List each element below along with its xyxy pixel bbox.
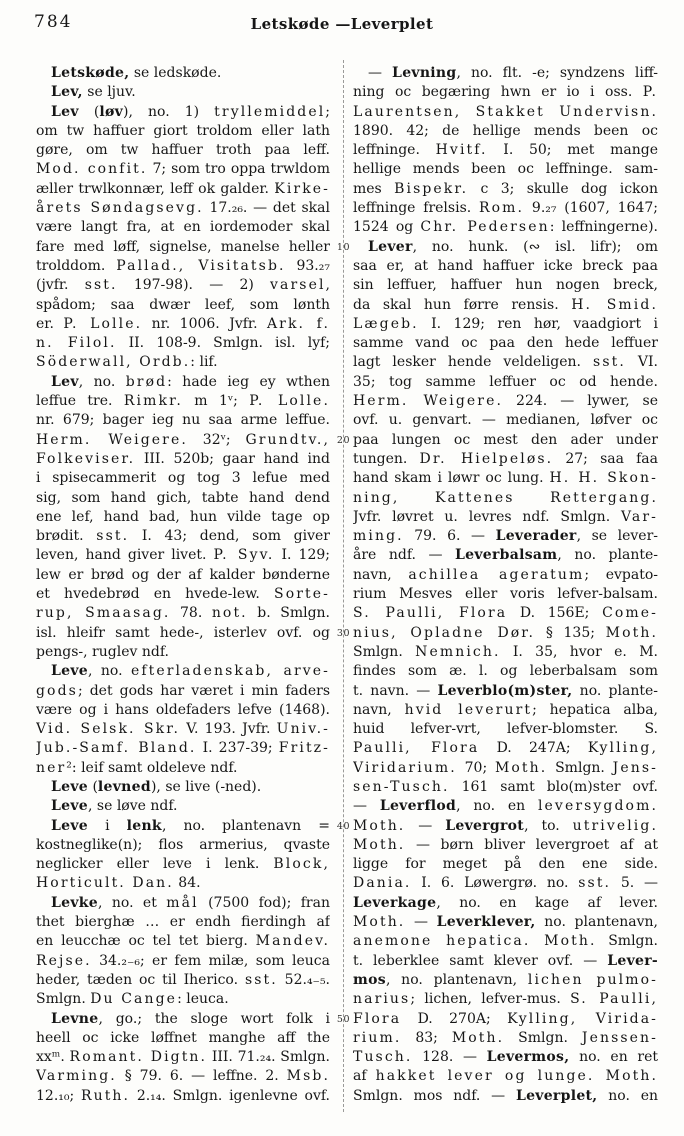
text-line: t. leberklee samt klever ovf. — Lever- (353, 952, 658, 969)
text-line: t. navn. — Leverblo(m)ster, no. plante- (353, 682, 658, 699)
text-line: pengs-, ruglev ndf. (36, 643, 169, 660)
text-line: S. Paulli, Flora D. 156E; Come- (353, 605, 658, 622)
text-line: 1524 og Chr. Pedersen: leffningerne). (353, 219, 658, 236)
text-line: sig, som hand gich, tabte hand dend (36, 489, 330, 506)
text-line: heell oc icke løffnet manghe aff the (36, 1029, 330, 1046)
text-line: rium. 83; Moth. Smlgn. Jenssen- (353, 1029, 658, 1046)
text-line: nr. 679; bager ieg nu saa arme leffue. (36, 412, 330, 429)
text-line: Jvfr. løvret u. levres ndf. Smlgn. Var- (353, 508, 658, 525)
text-line: gøre, om tw haffuer troth paa leff. (36, 142, 330, 159)
text-line: leffninge frelsis. Rom. 9.₂₇ (1607, 1647; (353, 200, 658, 217)
text-line: Lever, no. hunk. (∾ isl. lifr); om (368, 238, 658, 255)
text-line: om tw haffuer giort troldom eller lath (36, 122, 330, 139)
text-line: en leucchæ oc tel tet bierg. Mandev. (36, 933, 330, 950)
text-line: Lev, no. brød: hade ieg ey wthen (51, 373, 330, 390)
text-line: Leverkage, no. en kage af lever. (353, 894, 658, 911)
text-line: sin leffuer, haffuer hun nogen breck, (353, 277, 658, 294)
text-line: navn, achillea ageratum; evpato- (353, 566, 658, 583)
text-line: Viridarium. 70; Moth. Smlgn. Jens- (353, 759, 658, 776)
column-divider (343, 60, 344, 1112)
text-line: Paulli, Flora D. 247A; Kylling, (353, 740, 658, 757)
text-line: mos, no. plantenavn, lichen pulmo- (353, 971, 658, 988)
text-line: brødit. sst. I. 43; dend, som giver (36, 528, 330, 545)
text-line: i spisecammerit og tog 3 lefue med (36, 470, 330, 487)
text-line: Varming. § 79. 6. — leffne. 2. Msb. (36, 1068, 330, 1085)
text-line: være langt fra, at en iordemoder skal (36, 219, 330, 236)
page-title: Letskøde —Leverplet (250, 15, 434, 33)
text-line: tungen. Dr. Hielpeløs. 27; saa faa (353, 450, 658, 467)
text-line: ning oc begæring hwn er io i oss. P. (353, 84, 658, 101)
text-line: nius, Opladne Dør. § 135; Moth. (353, 624, 658, 641)
text-line: Moth. — Leverklever, no. plantenavn, (353, 914, 658, 931)
text-line: Laurentsen, Stakket Undervisn. (353, 103, 658, 120)
text-line: mes Bispekr. c 3; skulle dog ickon (353, 180, 658, 197)
text-line: huid lefver-vrt, lefver-blomster. S. (353, 721, 658, 738)
text-line: årets Søndagsevg. 17.₂₆. — det skal (36, 200, 330, 217)
text-line: Söderwall, Ordb.: lif. (36, 354, 218, 371)
text-line: rup, Smaasag. 78. not. b. Smlgn. (36, 605, 330, 622)
text-line: Lev (løv), no. 1) tryllemiddel; (51, 103, 330, 120)
text-line: sen-Tusch. 161 samt blo(m)ster ovf. (353, 778, 658, 795)
text-line: ligge for meget på den ene side. (353, 856, 658, 873)
text-line: er. P. Lolle. nr. 1006. Jvfr. Ark. f. (36, 315, 330, 332)
text-line: n. Filol. II. 108-9. Smlgn. isl. lyf; (36, 335, 330, 352)
text-line: navn, hvid leverurt; hepatica alba, (353, 701, 658, 718)
text-line: Levne, go.; the sloge wort folk i (51, 1010, 330, 1027)
text-line: Smlgn. mos ndf. — Leverplet, no. en (353, 1087, 658, 1104)
text-line: Folkeviser. III. 520b; gaar hand ind (36, 450, 330, 467)
text-line: Moth. — Levergrot, to. utrivelig. (353, 817, 658, 834)
gutter-line-number: 10 (336, 241, 350, 253)
gutter-line-number: 30 (336, 627, 350, 639)
text-line: saa er, at hand haffuer icke breck paa (353, 257, 658, 274)
text-line: leven, hand giver livet. P. Syv. I. 129; (36, 547, 330, 564)
text-line: Smlgn. Nemnich. I. 35, hvor e. M. (353, 643, 658, 660)
text-line: Leve, se løve ndf. (51, 798, 178, 815)
text-line: lagt lesker hende veldeligen. sst. VI. (353, 354, 658, 371)
text-line: kostneglike(n); flos armerius, qvaste (36, 836, 330, 853)
text-line: Tusch. 128. — Levermos, no. en ret (353, 1049, 658, 1066)
text-line: Jub.-Samf. Bland. I. 237-39; Fritz- (36, 740, 330, 757)
text-line: — Leverflod, no. en leversygdom. (353, 798, 658, 815)
gutter-line-number: 20 (336, 434, 350, 446)
text-line: 35; tog samme leffuer oc od hende. (353, 373, 658, 390)
text-line: Mod. confit. 7; som tro oppa trwldom (36, 161, 330, 178)
text-line: Leve (levned), se live (-ned). (51, 778, 262, 795)
text-line: ming. 79. 6. — Leverader, se lever- (353, 528, 658, 545)
text-line: æller trwlkonnær, leff ok galder. Kirke- (36, 180, 330, 197)
text-line: paa lungen oc mest den ader under (353, 431, 658, 448)
text-line: Herm. Weigere. 224. — lywer, se (353, 393, 658, 410)
text-line: trolddom. Pallad., Visitatsb. 93.₂₇ (36, 257, 330, 274)
text-line: åre ndf. — Leverbalsam, no. plante- (353, 547, 658, 564)
text-line: xxᵐ. Romant. Digtn. III. 71.₂₄. Smlgn. (36, 1049, 330, 1066)
text-line: Levke, no. et mål (7500 fod); fran (51, 894, 330, 911)
text-line: leffue tre. Rimkr. m 1ᵛ; P. Lolle. (36, 393, 330, 410)
text-line: (jvfr. sst. 197-98). — 2) varsel, (36, 277, 330, 294)
text-line: Vid. Selsk. Skr. V. 193. Jvfr. Univ.- (36, 721, 330, 738)
text-line: neglicker eller leve i lenk. Block, (36, 856, 330, 873)
text-line: Horticult. Dan. 84. (36, 875, 201, 892)
text-line: heder, tæden oc til Iherico. sst. 52.₄₋₅. (36, 971, 330, 988)
text-line: Moth. — børn bliver levergroet af at (353, 836, 658, 853)
text-line: spådom; saa dwær leef, som lønth (36, 296, 330, 313)
text-line: Lægeb. I. 129; ren hør, vaadgiort i (353, 315, 658, 332)
text-line: et hvedebrød en hvede-lew. Sorte- (36, 586, 330, 603)
text-line: 1890. 42; de hellige mends been oc (353, 122, 658, 139)
text-line: af hakket lever og lunge. Moth. (353, 1068, 658, 1085)
text-line: hand skam i løwr oc lung. H. H. Skon- (353, 470, 658, 487)
text-line: — Levning, no. flt. -e; syndzens liff- (368, 65, 658, 81)
text-line: Dania. I. 6. Løwergrø. no. sst. 5. — (353, 875, 658, 892)
gutter-line-number: 50 (336, 1013, 350, 1025)
text-line: rium Mesves eller voris lefver-balsam. (353, 586, 658, 603)
text-line: ene lef, hand bad, hun vilde tage op (36, 508, 330, 525)
text-line: samme vand oc paa den hede leffuer (353, 335, 658, 352)
text-line: Letskøde, se ledskøde. (51, 65, 222, 81)
text-line: isl. hleifr samt hede-, isterlev ovf. og (36, 624, 330, 641)
text-line: ner²: leif samt oldeleve ndf. (36, 759, 238, 776)
text-line: Flora D. 270A; Kylling, Virida- (353, 1010, 658, 1027)
text-line: hellige mends been oc leffninge. sam- (353, 161, 658, 178)
left-column (36, 64, 330, 1106)
text-line: narius; lichen, lefver-mus. S. Paulli, (353, 991, 658, 1008)
text-line: være og i hans oldefaders lefve (1468). (36, 701, 330, 718)
text-line: Herm. Weigere. 32ᵛ; Grundtv., (36, 431, 330, 448)
text-line: gods; det gods har været i min faders (36, 682, 330, 699)
text-line: Rejse. 34.₂₋₆; er fem milæ, som leuca (36, 952, 330, 969)
right-column (336, 64, 658, 1106)
gutter-line-number: 40 (336, 820, 350, 832)
text-line: anemone hepatica. Moth. Smlgn. (353, 933, 658, 950)
text-line: 12.₁₀; Ruth. 2.₁₄. Smlgn. igenlevne ovf. (36, 1087, 330, 1104)
text-line: Leve i lenk, no. plantenavn = (51, 817, 330, 834)
text-line: fare med løff, signelse, manelse heller (36, 238, 330, 255)
text-line: Lev, se ljuv. (51, 84, 136, 101)
text-line: da skal hun førre rensis. H. Smid. (353, 296, 658, 313)
text-line: thet bierghæ … er endh fierdingh af (36, 914, 330, 931)
text-line: leffninge. Hvitf. I. 50; met mange (353, 142, 658, 159)
text-line: findes som æ. l. og leberbalsam som (353, 663, 658, 680)
page-number: 784 (34, 12, 73, 32)
text-line: ning, Kattenes Rettergang. (353, 489, 658, 506)
text-line: Leve, no. efterladenskab, arve- (51, 663, 330, 680)
text-line: ovf. u. genvart. — medianen, løfver oc (353, 412, 658, 429)
text-line: Smlgn. Du Cange: leuca. (36, 991, 229, 1008)
text-line: lew er brød og der af kalder bønderne (36, 566, 330, 583)
